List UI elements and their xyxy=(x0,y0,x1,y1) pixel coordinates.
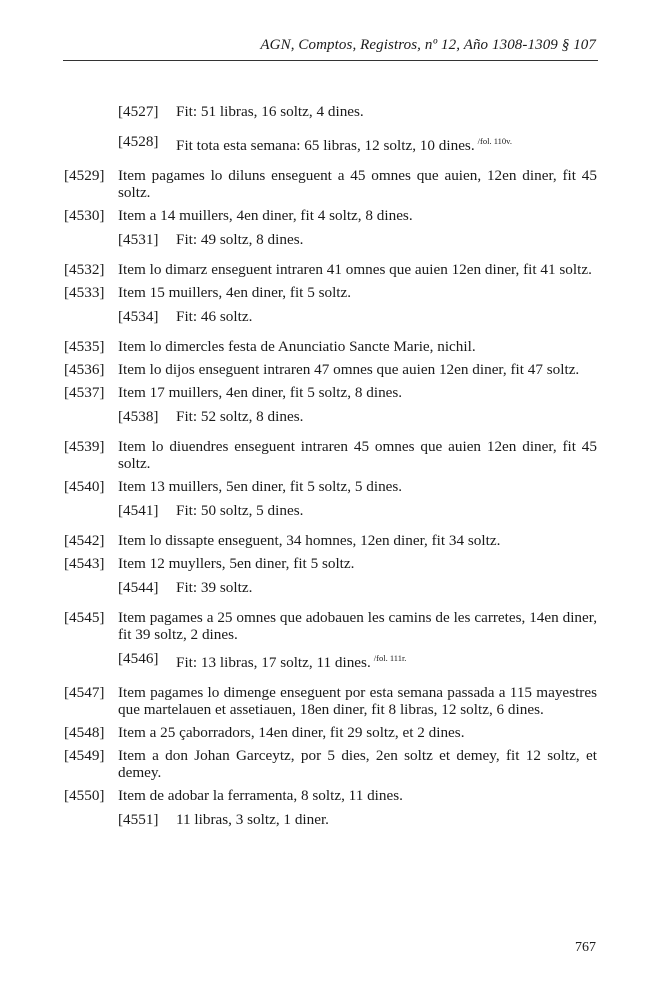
entry-text xyxy=(118,787,597,804)
entry-text-content: Item 12 muyllers, 5en diner, fit 5 soltz. xyxy=(118,555,355,572)
subtotal-entry xyxy=(118,103,597,120)
entry-number: [4539] xyxy=(64,438,105,455)
entry-text-content: Fit: 13 libras, 17 soltz, 11 dines. xyxy=(176,654,371,671)
entry-text-content: Item lo dissapte enseguent, 34 homnes, 12en diner, fit 34 soltz. xyxy=(118,532,501,549)
list-item xyxy=(64,338,597,355)
list-item xyxy=(64,684,597,718)
entry-text-content: Item de adobar la ferramenta, 8 soltz, 11 dines. xyxy=(118,787,403,804)
entry-number: [4542] xyxy=(64,532,105,549)
folio-marker: /fol. 111r. xyxy=(373,653,407,663)
entry-text xyxy=(118,609,597,643)
entry-text xyxy=(118,167,597,201)
entry-text-content: Fit: 39 soltz. xyxy=(176,579,253,596)
subtotal-entry xyxy=(118,231,597,248)
entry-text xyxy=(118,361,597,378)
subtotal-entry xyxy=(118,650,597,671)
entry-number: [4536] xyxy=(64,361,105,378)
entry-text xyxy=(118,724,597,741)
entry-number: [4533] xyxy=(64,284,105,301)
entry-number: [4550] xyxy=(64,787,105,804)
list-item xyxy=(64,361,597,378)
subtotal-entry xyxy=(118,811,597,828)
entry-text-content: Item a don Johan Garceytz, por 5 dies, 2en soltz et demey, fit 12 soltz, et demey. xyxy=(118,747,597,781)
entry-text xyxy=(176,502,597,519)
entry-number: [4537] xyxy=(64,384,105,401)
entry-text xyxy=(118,338,597,355)
entry-text xyxy=(118,384,597,401)
entry-text-content: Item lo dijos enseguent intraren 47 omnes que auien 12en diner, fit 47 soltz. xyxy=(118,361,580,378)
entry-text-content: Item 13 muillers, 5en diner, fit 5 soltz, 5 dines. xyxy=(118,478,403,495)
page-number: 767 xyxy=(575,940,596,955)
entry-number: [4549] xyxy=(64,747,105,764)
entry-text-content: Item 15 muillers, 4en diner, fit 5 soltz. xyxy=(118,284,352,301)
list-item xyxy=(64,167,597,201)
entry-text xyxy=(118,555,597,572)
entry-number: [4531] xyxy=(118,231,159,248)
entry-text-content: 11 libras, 3 soltz, 1 diner. xyxy=(176,811,329,828)
entry-number: [4529] xyxy=(64,167,105,184)
entry-text xyxy=(176,308,597,325)
subtotal-entry xyxy=(118,308,597,325)
list-item xyxy=(64,555,597,572)
entry-text-content: Item pagames lo diluns enseguent a 45 omnes que auien, 12en diner, fit 45 soltz. xyxy=(118,167,597,201)
entry-text xyxy=(118,684,597,718)
entry-text xyxy=(176,231,597,248)
entry-number: [4544] xyxy=(118,579,159,596)
entry-text xyxy=(118,747,597,781)
entry-number: [4548] xyxy=(64,724,105,741)
entry-number: [4532] xyxy=(64,261,105,278)
entry-number: [4538] xyxy=(118,408,159,425)
entry-text-content: Item pagames a 25 omnes que adobauen les camins de les carretes, 14en diner, fit 39 soltz, 2 dines. xyxy=(118,609,597,643)
entry-text xyxy=(176,103,597,120)
entry-text-content: Fit: 49 soltz, 8 dines. xyxy=(176,231,304,248)
entry-text-content: Item a 25 çaborradors, 14en diner, fit 29 soltz, et 2 dines. xyxy=(118,724,465,741)
entry-text-content: Item lo dimercles festa de Anunciatio Sancte Marie, nichil. xyxy=(118,338,476,355)
subtotal-entry xyxy=(118,502,597,519)
folio-marker: /fol. 110v. xyxy=(477,136,512,146)
entry-text xyxy=(118,261,597,278)
list-item xyxy=(64,478,597,495)
entry-text-content: Item a 14 muillers, 4en diner, fit 4 soltz, 8 dines. xyxy=(118,207,413,224)
entry-number: [4551] xyxy=(118,811,159,828)
entry-number: [4528] xyxy=(118,133,159,150)
list-item xyxy=(64,261,597,278)
entry-text-content: Item pagames lo dimenge enseguent por esta semana passada a 115 mayestres que martelauen et assetiauen, 18en diner, fit 8 libras, 12 soltz, 6 dines. xyxy=(118,684,597,718)
entry-text-content: Fit: 52 soltz, 8 dines. xyxy=(176,408,304,425)
entry-text-content: Item lo diuendres enseguent intraren 45 omnes que auien 12en diner, fit 45 soltz. xyxy=(118,438,597,472)
list-item xyxy=(64,747,597,781)
entry-text xyxy=(176,811,597,828)
header-rule xyxy=(63,60,598,61)
entry-text xyxy=(176,408,597,425)
entry-number: [4540] xyxy=(64,478,105,495)
running-head: AGN, Comptos, Registros, nº 12, Año 1308-1309 § 107 xyxy=(260,37,596,53)
entry-number: [4527] xyxy=(118,103,159,120)
entry-number: [4546] xyxy=(118,650,159,667)
entry-text xyxy=(118,284,597,301)
subtotal-entry xyxy=(118,579,597,596)
entry-number: [4530] xyxy=(64,207,105,224)
entries-list xyxy=(64,96,597,841)
entry-text-content: Fit: 51 libras, 16 soltz, 4 dines. xyxy=(176,103,364,120)
list-item xyxy=(64,438,597,472)
entry-number: [4535] xyxy=(64,338,105,355)
list-item xyxy=(64,207,597,224)
entry-text xyxy=(176,579,597,596)
list-item xyxy=(64,724,597,741)
subtotal-entry xyxy=(118,408,597,425)
entry-text xyxy=(118,478,597,495)
entry-text xyxy=(176,650,597,671)
entry-number: [4543] xyxy=(64,555,105,572)
entry-number: [4534] xyxy=(118,308,159,325)
entry-text-content: Item 17 muillers, 4en diner, fit 5 soltz, 8 dines. xyxy=(118,384,403,401)
list-item xyxy=(64,384,597,401)
entry-text-content: Item lo dimarz enseguent intraren 41 omnes que auien 12en diner, fit 41 soltz. xyxy=(118,261,592,278)
entry-text-content: Fit tota esta semana: 65 libras, 12 soltz, 10 dines. xyxy=(176,137,475,154)
entry-text-content: Fit: 46 soltz. xyxy=(176,308,253,325)
entry-text xyxy=(118,532,597,549)
list-item xyxy=(64,284,597,301)
subtotal-entry xyxy=(118,133,597,154)
list-item xyxy=(64,787,597,804)
entry-number: [4547] xyxy=(64,684,105,701)
entry-text-content: Fit: 50 soltz, 5 dines. xyxy=(176,502,304,519)
list-item xyxy=(64,532,597,549)
entry-text xyxy=(118,207,597,224)
entry-number: [4545] xyxy=(64,609,105,626)
list-item xyxy=(64,609,597,643)
entry-number: [4541] xyxy=(118,502,159,519)
entry-text xyxy=(118,438,597,472)
entry-text xyxy=(176,133,597,154)
